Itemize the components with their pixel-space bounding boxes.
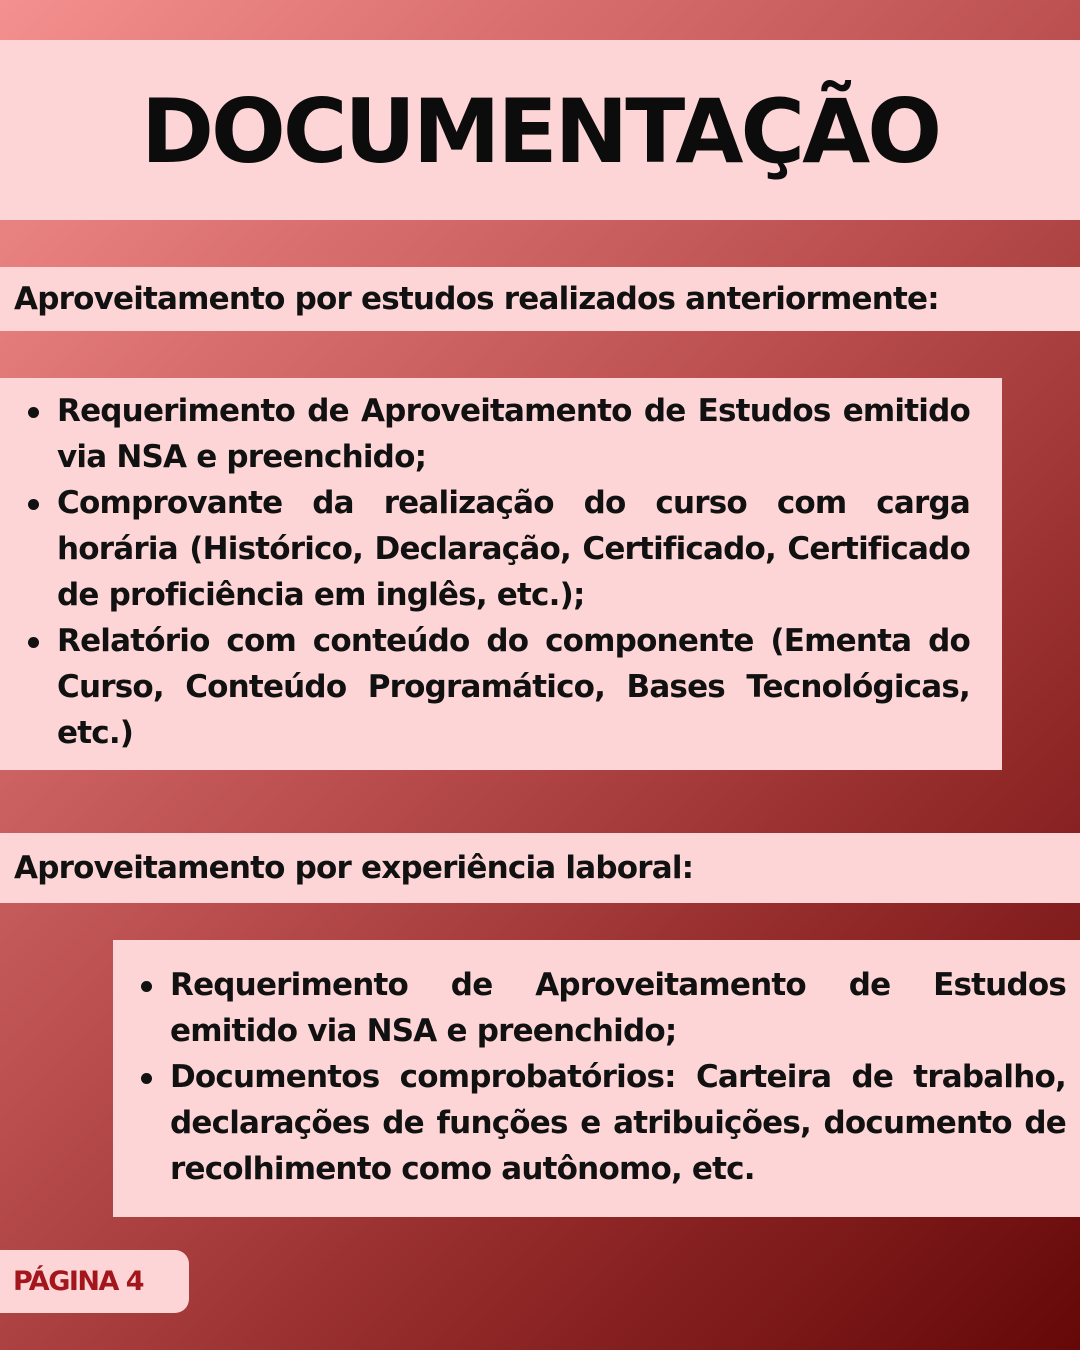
page-title: DOCUMENTAÇÃO	[140, 79, 940, 183]
list-item: Requerimento de Aproveitamento de Estudos emitido via NSA e preenchido;	[135, 962, 1066, 1054]
work-experience-documents-list	[135, 962, 1066, 1192]
previous-studies-documents-box	[0, 378, 1002, 770]
page-number-badge	[0, 1250, 189, 1313]
list-item: Requerimento de Aproveitamento de Estudos emitido via NSA e preenchido;	[22, 388, 970, 480]
list-item: Documentos comprobatórios: Carteira de trabalho, declarações de funções e atribuições, documento de recolhimento como autônomo, etc.	[135, 1054, 1066, 1192]
page-number-label: PÁGINA 4	[13, 1266, 144, 1297]
section-heading-work-experience: Aproveitamento por experiência laboral:	[14, 850, 694, 886]
previous-studies-documents-list	[22, 388, 970, 756]
section-heading-banner-work-experience	[0, 833, 1080, 903]
list-item: Comprovante da realização do curso com carga horária (Histórico, Declaração, Certificado, Certificado de proficiência em inglês, etc.);	[22, 480, 970, 618]
work-experience-documents-box	[113, 940, 1080, 1217]
list-item: Relatório com conteúdo do componente (Ementa do Curso, Conteúdo Programático, Bases Tecnológicas, etc.)	[22, 618, 970, 756]
section-heading-banner-previous-studies	[0, 267, 1080, 331]
section-heading-previous-studies: Aproveitamento por estudos realizados anteriormente:	[14, 281, 939, 317]
title-banner	[0, 40, 1080, 220]
